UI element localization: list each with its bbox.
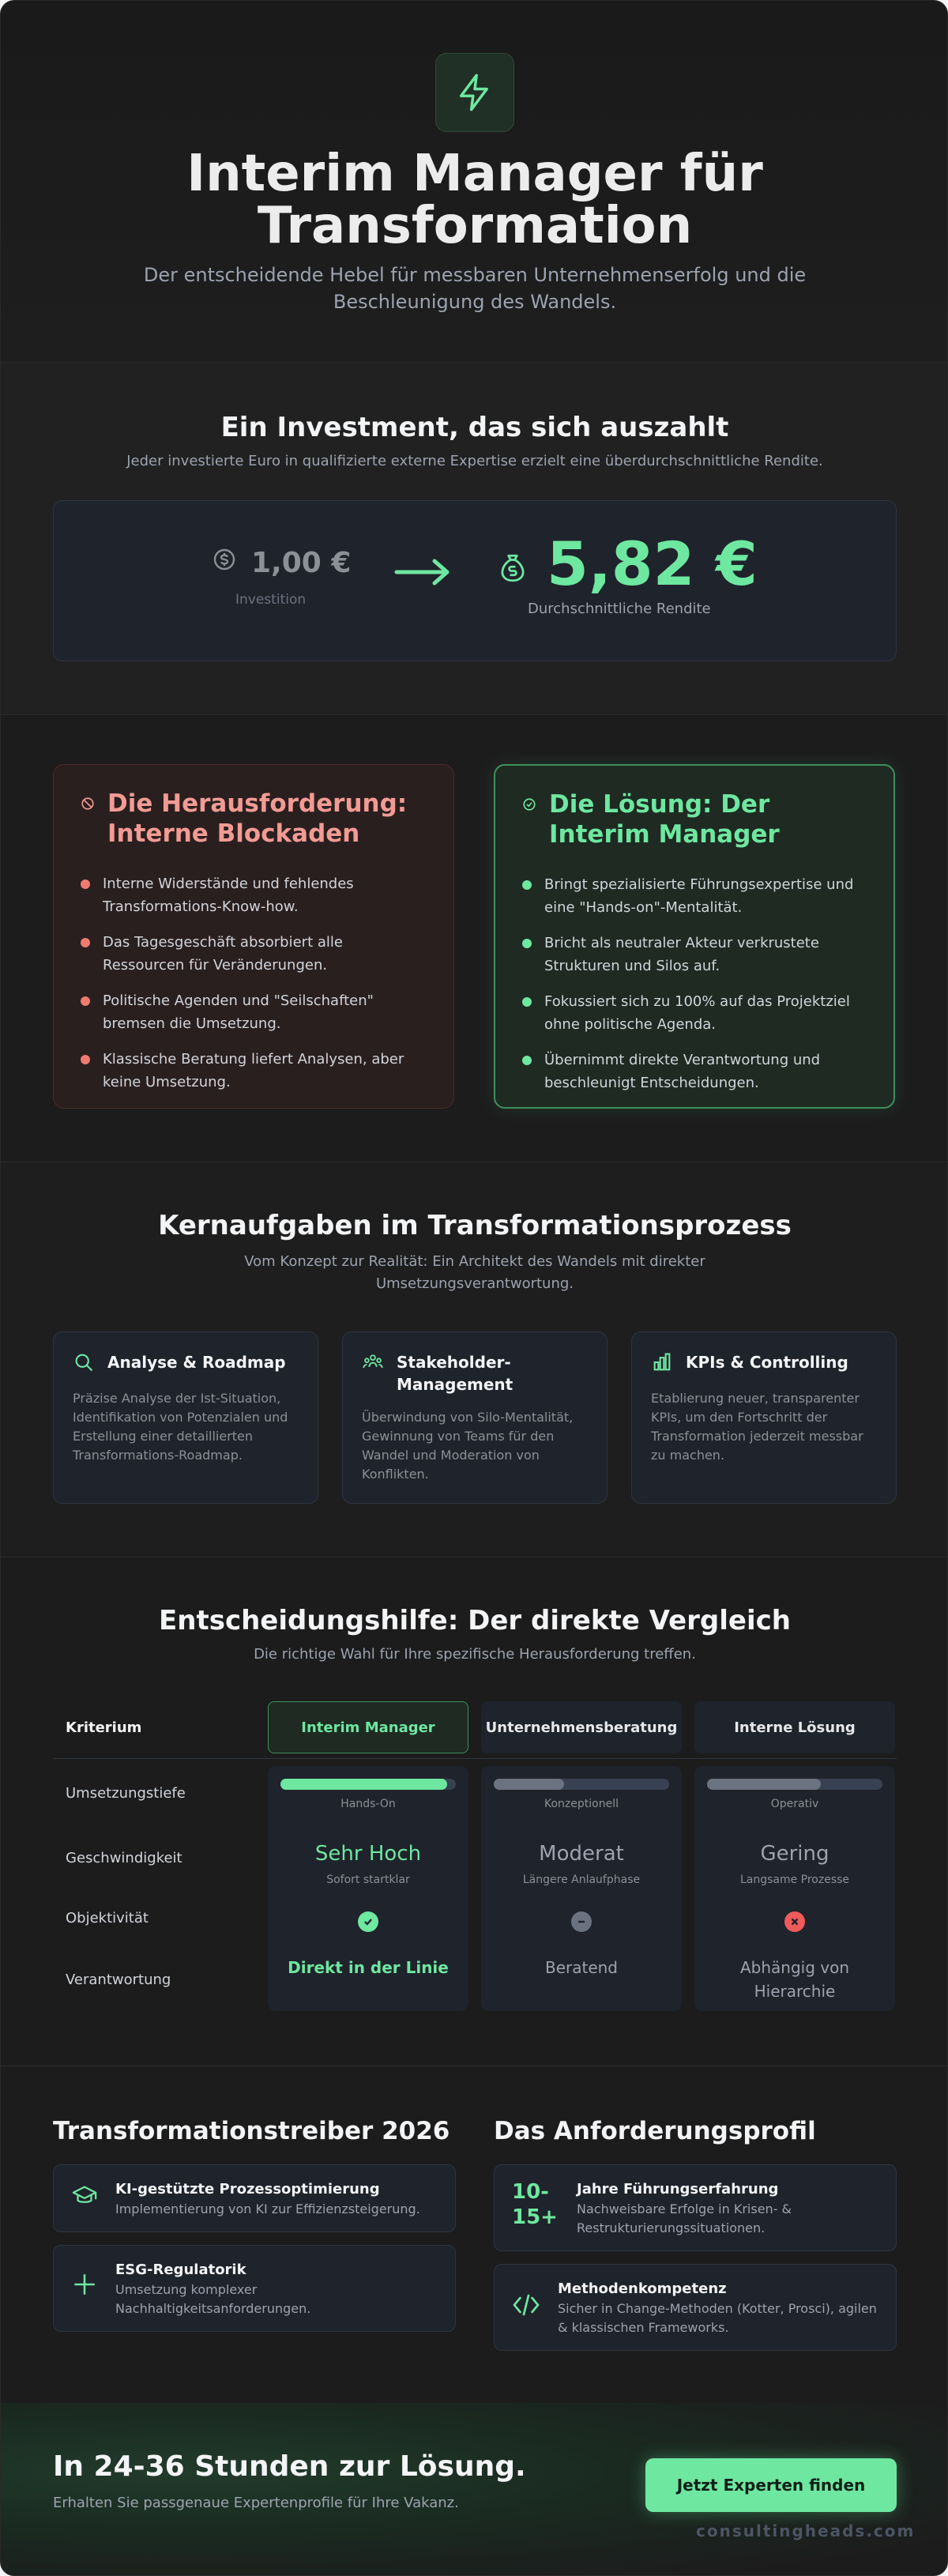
- depth-bar: [707, 1779, 882, 1790]
- criterion-header: Kriterium: [66, 1719, 142, 1736]
- solution-card: [494, 764, 895, 1109]
- tasks-subtitle: Vom Konzept zur Realität: Ein Architekt des Wandels mit direkter Umsetzungsverantwortung.: [244, 1253, 705, 1292]
- list-item: Bringt spezialisierte Führungsexpertise und eine "Hands-on"-Mentalität.: [522, 873, 867, 919]
- find-experts-button[interactable]: Jetzt Experten finden: [645, 2458, 897, 2512]
- list-item: Bricht als neutraler Akteur verkrustete Strukturen und Silos auf.: [522, 932, 867, 977]
- search-icon: [73, 1351, 95, 1377]
- challenge-card: [53, 764, 454, 1109]
- page-subtitle: Der entscheidende Hebel für messbaren Unternehmenserfolg und die Beschleunigung des Wandels.: [143, 264, 807, 313]
- minus-icon: [571, 1911, 592, 1932]
- arrow-right-icon: [393, 556, 453, 591]
- column-interim: Hands-On Sehr Hoch Sofort startklar Direkt in der Linie: [268, 1766, 468, 2011]
- check-circle-icon: [522, 797, 536, 815]
- solution-title: Die Lösung: Der Interim Manager: [549, 790, 780, 849]
- depth-bar: [280, 1779, 456, 1790]
- column-header-consulting: Unternehmensberatung: [481, 1701, 682, 1753]
- tasks-title: Kernaufgaben im Transformationsprozess: [158, 1210, 792, 1241]
- row-label-responsibility: Verantwortung: [66, 1972, 171, 1988]
- return-block: [496, 529, 812, 617]
- brand-url[interactable]: consultingheads.com: [696, 2521, 916, 2540]
- task-card-stakeholder: Stakeholder-Management Überwindung von Silo-Mentalität, Gewinnung von Teams für den Wandel und Moderation von Konflikten.: [342, 1331, 608, 1504]
- column-internal: Operativ Gering Langsame Prozesse Abhängig von Hierarchie: [694, 1766, 895, 2011]
- solution-list: [522, 873, 867, 1094]
- column-header-internal: Interne Lösung: [694, 1701, 895, 1753]
- cross-icon: [784, 1911, 805, 1932]
- coin-icon: [212, 547, 237, 579]
- roi-box: [53, 500, 897, 661]
- cta-subtitle: Erhalten Sie passgenaue Expertenprofile für Ihre Vakanz.: [53, 2495, 459, 2511]
- column-header-interim: Interim Manager: [268, 1701, 468, 1753]
- list-item: Das Tagesgeschäft absorbiert alle Ressourcen für Veränderungen.: [81, 931, 427, 977]
- money-bag-icon: [496, 533, 529, 596]
- roi-section: [1, 363, 948, 715]
- task-card-analysis: Analyse & Roadmap Präzise Analyse der Ist-Situation, Identifikation von Potenzialen und Erstellung einer detaillierten Transformations-Roadmap.: [53, 1331, 318, 1504]
- challenge-title: Die Herausforderung: Interne Blockaden: [107, 789, 408, 848]
- drivers-title: Transformationstreiber 2026: [53, 2117, 450, 2145]
- graduation-cap-icon: [71, 2182, 98, 2213]
- depth-bar: [494, 1779, 669, 1790]
- list-item: Klassische Beratung liefert Analysen, aber keine Umsetzung.: [81, 1048, 427, 1094]
- driver-item-esg: ESG-Regulatorik Umsetzung komplexer Nachhaltigkeitsanforderungen.: [53, 2245, 456, 2332]
- investment-label: Investition: [235, 592, 307, 608]
- row-label-objectivity: Objektivität: [66, 1910, 149, 1926]
- comparison-section: [1, 1557, 948, 2066]
- return-label: Durchschnittliche Rendite: [528, 601, 711, 617]
- cta-section: [1, 2403, 948, 2576]
- comparison-title: Entscheidungshilfe: Der direkte Vergleich: [159, 1605, 791, 1636]
- list-item: Politische Agenden und "Seilschaften" bremsen die Umsetzung.: [81, 989, 427, 1035]
- roi-subtitle: Jeder investierte Euro in qualifizierte externe Expertise erzielt eine überdurchschnittliche Rendite.: [126, 453, 823, 469]
- return-value: 5,82 €: [547, 529, 758, 599]
- list-item: Fokussiert sich zu 100% auf das Projektziel ohne politische Agenda.: [522, 990, 867, 1036]
- code-icon: [512, 2293, 540, 2320]
- cta-title: In 24-36 Stunden zur Lösung.: [53, 2450, 526, 2483]
- hero-section: [1, 1, 948, 363]
- drivers-profile-section: [1, 2066, 948, 2403]
- check-icon: [358, 1911, 378, 1932]
- page-title: Interim Manager für Transformation: [186, 145, 763, 255]
- profile-item-methods: Methodenkompetenz Sicher in Change-Methoden (Kotter, Prosci), agilen & klassischen Frameworks.: [494, 2264, 897, 2351]
- list-item: Übernimmt direkte Verantwortung und beschleunigt Entscheidungen.: [522, 1049, 867, 1094]
- bar-chart-icon: [651, 1351, 673, 1377]
- plus-icon: [71, 2271, 98, 2301]
- driver-item-ai: KI-gestützte Prozessoptimierung Implementierung von KI zur Effizienzsteigerung.: [53, 2164, 456, 2232]
- row-label-depth: Umsetzungstiefe: [66, 1785, 186, 1802]
- experience-badge: 10-15+: [512, 2180, 558, 2229]
- row-label-speed: Geschwindigkeit: [66, 1850, 182, 1866]
- people-icon: [362, 1351, 384, 1377]
- blocked-icon: [81, 797, 95, 814]
- roi-title: Ein Investment, das sich auszahlt: [220, 412, 729, 443]
- investment-value: 1,00 €: [251, 547, 352, 579]
- column-consulting: Konzeptionell Moderat Längere Anlaufphase Beratend: [481, 1766, 682, 2011]
- list-item: Interne Widerstände und fehlendes Transformations-Know-how.: [81, 872, 427, 918]
- investment-block: [212, 547, 401, 608]
- profile-item-experience: 10-15+ Jahre Führungserfahrung Nachweisbare Erfolge in Krisen- & Restrukturierungssituationen.: [494, 2164, 897, 2251]
- profile-title: Das Anforderungsprofil: [494, 2117, 816, 2145]
- lightning-icon: [435, 53, 514, 132]
- task-card-kpis: KPIs & Controlling Etablierung neuer, transparenter KPIs, um den Fortschritt der Transformation jederzeit messbar zu machen.: [631, 1331, 897, 1504]
- tasks-section: [1, 1162, 948, 1557]
- challenge-solution-section: [1, 715, 948, 1162]
- challenge-list: [81, 872, 427, 1094]
- comparison-subtitle: Die richtige Wahl für Ihre spezifische Herausforderung treffen.: [254, 1646, 696, 1663]
